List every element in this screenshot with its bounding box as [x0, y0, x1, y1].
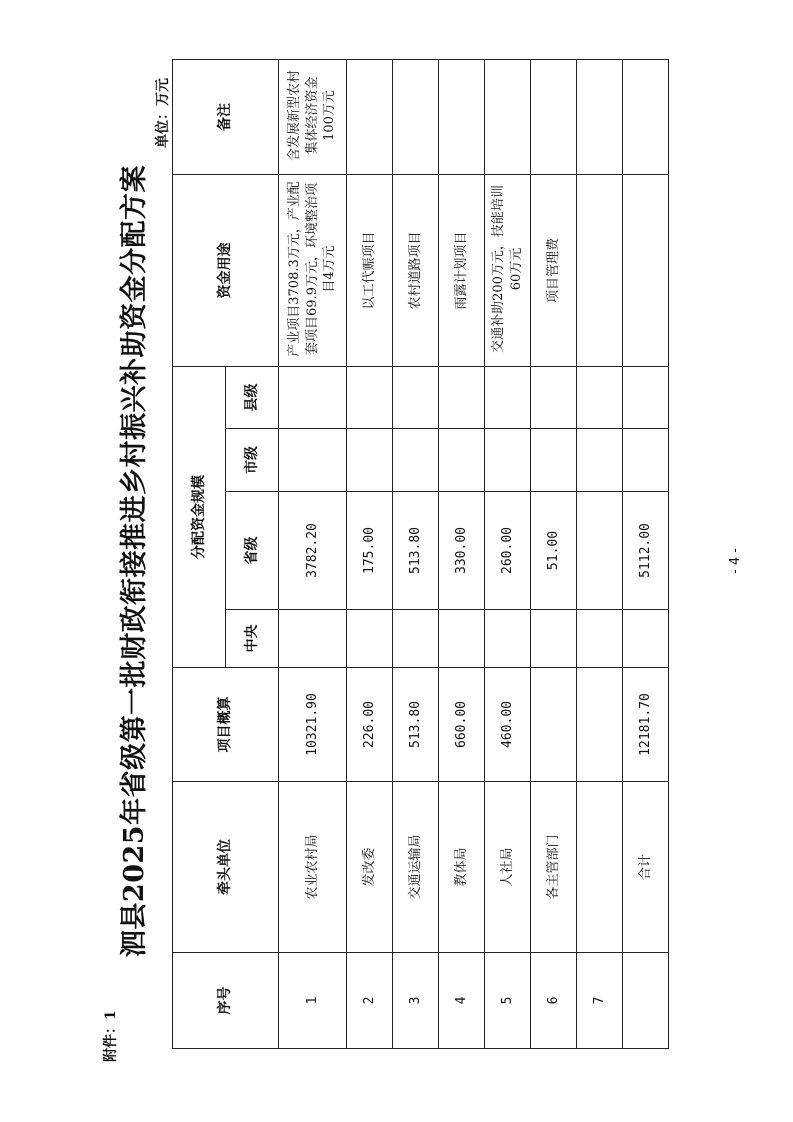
cell-remark: [393, 60, 439, 175]
cell-province: 51.00: [531, 492, 577, 610]
header-usage: 资金用途: [173, 175, 279, 367]
cell-budget: 460.00: [485, 668, 531, 782]
allocation-table: [172, 59, 669, 1049]
header-remark: 备注: [173, 60, 279, 175]
cell-county: [485, 367, 531, 429]
cell-province: 260.00: [485, 492, 531, 610]
cell-budget: 660.00: [439, 668, 485, 782]
table-row: [577, 60, 623, 1049]
total-budget: 12181.70: [623, 668, 669, 782]
cell-lead: 教体局: [439, 782, 485, 953]
cell-seq: 7: [577, 953, 623, 1049]
cell-central: [439, 610, 485, 668]
cell-seq: 6: [531, 953, 577, 1049]
cell-usage: 雨露计划项目: [439, 175, 485, 367]
cell-central: [577, 610, 623, 668]
cell-budget: 226.00: [347, 668, 393, 782]
cell-budget: 10321.90: [279, 668, 347, 782]
cell-lead: 发改委: [347, 782, 393, 953]
cell-usage: [623, 175, 669, 367]
header-lead-unit: 牵头单位: [173, 782, 279, 953]
cell-seq: 1: [279, 953, 347, 1049]
header-seq: 序号: [173, 953, 279, 1049]
cell-budget: [531, 668, 577, 782]
cell-budget: [577, 668, 623, 782]
unit-label: 单位：万元: [155, 78, 171, 148]
cell-usage: 以工代赈项目: [347, 175, 393, 367]
cell-city: [347, 429, 393, 492]
cell-seq: 2: [347, 953, 393, 1049]
cell-central: [623, 610, 669, 668]
cell-remark: [531, 60, 577, 175]
table-row: [485, 60, 531, 1049]
table-row: [279, 60, 347, 1049]
cell-central: [279, 610, 347, 668]
cell-central: [347, 610, 393, 668]
table-row: [439, 60, 485, 1049]
cell-province: 330.00: [439, 492, 485, 610]
cell-remark: [623, 60, 669, 175]
cell-usage: 产业项目3708.3万元，产业配套项目69.9万元，环境整治项目4万元: [279, 175, 347, 367]
total-label: 合计: [623, 782, 669, 953]
header-city: 市级: [226, 429, 279, 492]
table-row: [347, 60, 393, 1049]
cell-county: [279, 367, 347, 429]
total-row: [623, 60, 669, 1049]
header-budget: 项目概算: [173, 668, 279, 782]
cell-seq: 4: [439, 953, 485, 1049]
cell-county: [347, 367, 393, 429]
cell-lead: 农业农村局: [279, 782, 347, 953]
cell-lead: 交通运输局: [393, 782, 439, 953]
header-central: 中央: [226, 610, 279, 668]
cell-central: [531, 610, 577, 668]
cell-province: [577, 492, 623, 610]
page-number: - 4 -: [728, 548, 743, 574]
cell-seq: 3: [393, 953, 439, 1049]
table-row: [393, 60, 439, 1049]
cell-remark: [439, 60, 485, 175]
cell-lead: 人社局: [485, 782, 531, 953]
cell-usage: 交通补助200万元，技能培训60万元: [485, 175, 531, 367]
cell-remark: 含发展新型农村集体经济资金100万元: [279, 60, 347, 175]
cell-city: [623, 429, 669, 492]
cell-usage: [577, 175, 623, 367]
cell-central: [485, 610, 531, 668]
cell-remark: [485, 60, 531, 175]
cell-remark: [347, 60, 393, 175]
cell-province: 513.80: [393, 492, 439, 610]
cell-province: 175.00: [347, 492, 393, 610]
cell-remark: [577, 60, 623, 175]
cell-city: [531, 429, 577, 492]
cell-county: [393, 367, 439, 429]
header-county: 县级: [226, 367, 279, 429]
cell-usage: 农村道路项目: [393, 175, 439, 367]
page-title: 泗县2025年省级第一批财政衔接推进乡村振兴补助资金分配方案: [119, 164, 150, 958]
cell-seq-empty: [623, 953, 669, 1049]
header-province: 省级: [226, 492, 279, 610]
cell-city: [577, 429, 623, 492]
table-row: [531, 60, 577, 1049]
cell-usage: 项目管理费: [531, 175, 577, 367]
cell-budget: 513.80: [393, 668, 439, 782]
cell-lead: 各主管部门: [531, 782, 577, 953]
cell-city: [279, 429, 347, 492]
cell-province: 3782.20: [279, 492, 347, 610]
total-province: 5112.00: [623, 492, 669, 610]
header-row-1: [173, 60, 226, 1049]
cell-city: [393, 429, 439, 492]
cell-seq: 5: [485, 953, 531, 1049]
cell-county: [577, 367, 623, 429]
header-allocation: 分配资金规模: [173, 367, 226, 668]
cell-county: [623, 367, 669, 429]
cell-lead: [577, 782, 623, 953]
cell-city: [485, 429, 531, 492]
cell-central: [393, 610, 439, 668]
cell-county: [531, 367, 577, 429]
cell-county: [439, 367, 485, 429]
cell-city: [439, 429, 485, 492]
attachment-label: 附件：1: [103, 1010, 119, 1062]
